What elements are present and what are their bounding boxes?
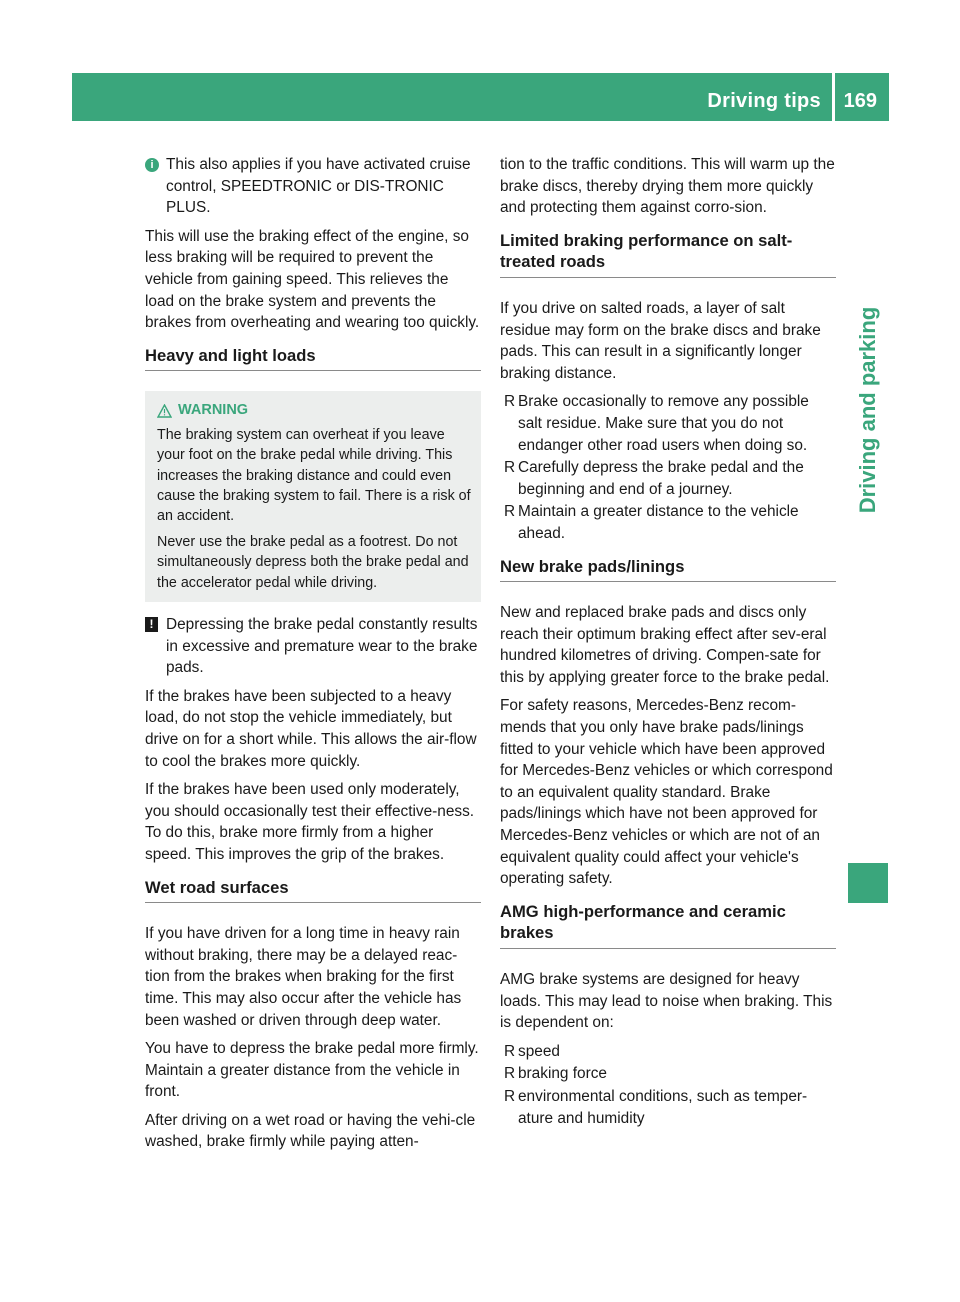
exclamation-icon: ! (145, 617, 158, 632)
paragraph: tion to the traffic conditions. This will warm up the brake discs, thereby drying them more quickly and protecting them against corro-sion. (500, 156, 835, 217)
paragraph: For safety reasons, Mercedes-Benz recom-mends that you only have brake pads/linings fitted to your vehicle which have been approved for Mercedes-Benz vehicles or which correspond to an equivalent quality standard. Brake pads/linings which have not been approved for Mercedes-Benz vehicles or which are not of an equivalent quality could affect your vehicle's operating safety. (500, 697, 833, 888)
heading-brake-pads: New brake pads/linings (500, 556, 836, 583)
paragraph: If the brakes have been used only moderately, you should occasionally test their effective-ness. To do this, brake more firmly from a higher speed. This improves the grip of the brakes. (145, 781, 475, 863)
list-item: R Carefully depress the brake pedal and the beginning and end of a journey. (504, 459, 804, 498)
warning-title (157, 400, 471, 420)
caution-note-text: Depressing the brake pedal constantly results in excessive and premature wear to the brake pads. (166, 616, 478, 677)
paragraph: New and replaced brake pads and discs only reach their optimum braking effect after sev-eral hundred kilometres of driving. Compen-sate for this by applying greater force to the brake pedal. (500, 604, 830, 686)
warning-text: Never use the brake pedal as a footrest. Do not simultaneously depress both the brake pedal and the accelerator pedal while driving. (157, 533, 469, 591)
warning-title-text: WARNING (178, 402, 249, 419)
info-icon: i (145, 158, 159, 172)
paragraph: If you drive on salted roads, a layer of salt residue may form on the brake discs and brake pads. This can result in a significantly longer braking distance. (500, 299, 821, 382)
warning-text: The braking system can overheat if you leave your foot on the brake pedal while driving. This increases the braking distance and could even cause the braking system to fail. There is a risk of an accident. (157, 426, 471, 525)
bullet-icon: R (504, 393, 516, 411)
header-divider (832, 73, 835, 121)
bullet-icon: R (504, 503, 516, 521)
info-note (145, 154, 481, 219)
list-item: R braking force (500, 1063, 836, 1085)
chapter-tab-label: Driving and parking (855, 306, 880, 514)
paragraph: This will use the braking effect of the engine, so less braking will be required to prevent the vehicle from gaining speed. This relieves the load on the brake system and prevents the brakes from overheating and wearing too quickly. (145, 227, 480, 332)
section-title: Driving tips (707, 90, 821, 112)
bullet-icon: R (504, 1087, 516, 1105)
heading-amg-brakes: AMG high-performance and ceramic brakes (500, 901, 836, 949)
page-number: 169 (843, 90, 877, 112)
paragraph: After driving on a wet road or having the vehi-cle washed, brake firmly while paying atten- (145, 1111, 476, 1151)
left-column (145, 154, 481, 1160)
paragraph: If the brakes have been subjected to a heavy load, do not stop the vehicle immediately, but drive on for a short while. This allows the air-flow to cool the brakes more quickly. (145, 687, 477, 770)
paragraph: AMG brake systems are designed for heavy loads. This may lead to noise when braking. This is dependent on: (500, 971, 833, 1032)
header-bar (72, 73, 889, 121)
list-item: R speed (500, 1041, 836, 1063)
chapter-tab (848, 230, 888, 590)
info-note-text: This also applies if you have activated cruise control, SPEEDTRONIC or DIS-TRONIC PLUS. (166, 156, 471, 217)
chapter-marker (848, 863, 888, 903)
right-column (500, 154, 836, 1136)
amg-list (500, 1041, 836, 1129)
bullet-icon: R (504, 1042, 516, 1060)
warning-box (145, 391, 481, 602)
heading-salt-roads: Limited braking performance on salt-treated roads (500, 230, 836, 278)
list-item: R environmental conditions, such as temper-ature and humidity (504, 1087, 808, 1127)
list-item: R Maintain a greater distance to the vehicle ahead. (504, 503, 799, 542)
heading-wet-roads: Wet road surfaces (145, 877, 481, 904)
paragraph: You have to depress the brake pedal more firmly. Maintain a greater distance from the vehicle in front. (145, 1040, 479, 1101)
salt-list (500, 391, 836, 544)
bullet-icon: R (504, 1065, 516, 1083)
paragraph: If you have driven for a long time in heavy rain without braking, there may be a delayed reac-tion from the brakes when braking for the first time. This may also occur after the vehicle has been washed or driven through deep water. (145, 925, 462, 1029)
warning-triangle-icon (157, 404, 172, 418)
list-item: R Brake occasionally to remove any possible salt residue. Make sure that you do not endanger other road users when doing so. (504, 393, 809, 454)
caution-note (145, 614, 481, 679)
heading-heavy-loads: Heavy and light loads (145, 345, 481, 372)
bullet-icon: R (504, 459, 516, 477)
